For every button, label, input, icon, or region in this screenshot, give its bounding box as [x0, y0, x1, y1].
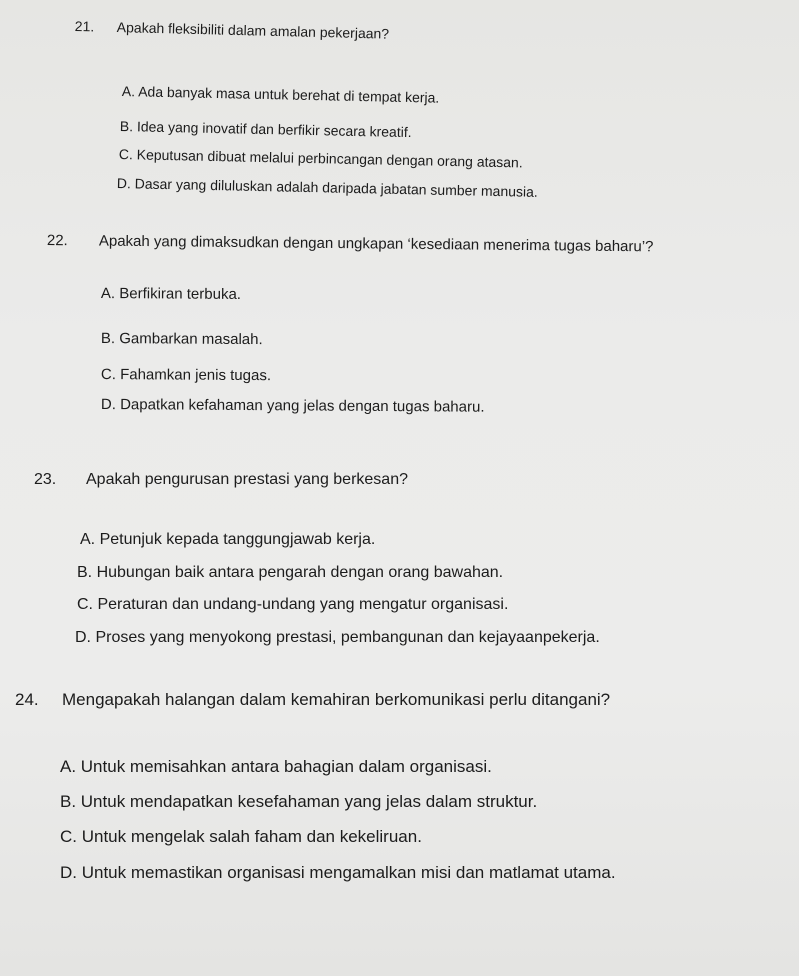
option-22-b: B. Gambarkan masalah. — [100, 330, 263, 349]
option-22-a: A. Berfikiran terbuka. — [100, 285, 242, 303]
option-24-c: C. Untuk mengelak salah faham dan kekeliruan. — [60, 827, 422, 846]
option-23-c: C. Peraturan dan undang-undang yang mengatur organisasi. — [77, 596, 509, 613]
question-text: Apakah pengurusan prestasi yang berkesan? — [86, 471, 408, 488]
option-23-d: D. Proses yang menyokong prestasi, pembangunan dan kejayaanpekerja. — [75, 629, 600, 646]
question-text: Apakah yang dimaksudkan dengan ungkapan ‘kesediaan menerima tugas baharu’? — [98, 232, 654, 256]
option-24-b: B. Untuk mendapatkan kesefahaman yang jelas dalam struktur. — [60, 792, 538, 811]
option-21-b: B. Idea yang inovatif dan berfikir secara kreatif. — [119, 118, 412, 141]
option-24-a: A. Untuk memisahkan antara bahagian dalam organisasi. — [60, 757, 492, 776]
question-22 — [47, 232, 654, 255]
question-number: 21. — [74, 18, 95, 35]
option-21-d: D. Dasar yang diluluskan adalah daripada jabatan sumber manusia. — [116, 175, 538, 200]
question-number: 22. — [46, 232, 68, 250]
option-22-c: C. Fahamkan jenis tugas. — [100, 366, 272, 385]
question-23 — [34, 471, 408, 489]
question-text: Mengapakah halangan dalam kemahiran berkomunikasi perlu ditangani? — [62, 690, 611, 709]
question-number: 23. — [34, 471, 57, 488]
option-22-d: D. Dapatkan kefahaman yang jelas dengan tugas baharu. — [100, 396, 485, 416]
option-23-b: B. Hubungan baik antara pengarah dengan orang bawahan. — [77, 564, 504, 581]
question-text: Apakah fleksibiliti dalam amalan pekerjaan? — [116, 19, 390, 42]
option-24-d: D. Untuk memastikan organisasi mengamalkan misi dan matlamat utama. — [60, 863, 616, 882]
question-24 — [15, 690, 610, 710]
question-number: 24. — [15, 690, 39, 709]
option-23-a: A. Petunjuk kepada tanggungjawab kerja. — [80, 531, 376, 548]
question-21 — [75, 18, 390, 42]
option-21-a: A. Ada banyak masa untuk berehat di tempat kerja. — [121, 83, 440, 106]
option-21-c: C. Keputusan dibuat melalui perbincangan dengan orang atasan. — [118, 146, 523, 171]
